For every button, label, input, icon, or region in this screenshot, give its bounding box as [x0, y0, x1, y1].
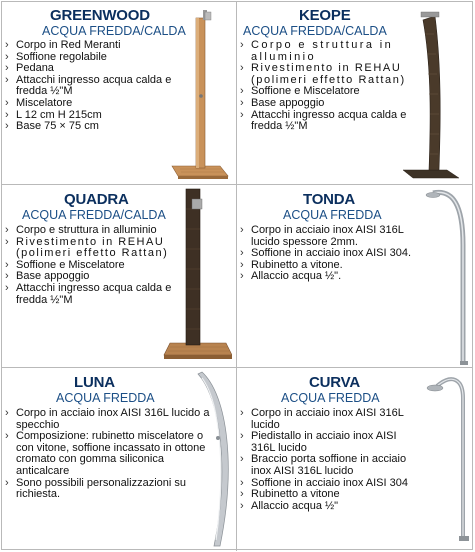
bullet-icon: ›	[240, 85, 244, 98]
feature-text: Corpo in Red Meranti	[16, 39, 121, 51]
product-card-quadra	[2, 185, 236, 367]
bullet-icon: ›	[5, 281, 9, 294]
feature-text: Soffione e Miscelatore	[251, 85, 360, 98]
bullet-icon: ›	[240, 96, 244, 109]
list-item	[239, 408, 423, 431]
rattan-curved-shower-icon	[401, 4, 467, 184]
feature-text: Braccio porta soffione in acciaio inox AISI 316L lucido	[251, 453, 407, 477]
list-item	[4, 408, 212, 431]
list-item	[4, 431, 212, 477]
feature-list	[239, 40, 407, 133]
list-item	[4, 75, 172, 98]
product-title: KEOPE	[299, 7, 351, 24]
bullet-icon: ›	[5, 224, 9, 236]
feature-text: L 12 cm H 215cm	[16, 108, 102, 121]
bullet-icon: ›	[5, 407, 9, 419]
product-card-tonda	[237, 185, 472, 367]
product-title: GREENWOOD	[50, 7, 150, 24]
list-item	[239, 431, 423, 454]
feature-text: Soffione e Miscelatore	[16, 258, 125, 271]
feature-text: Base appoggio	[251, 96, 325, 109]
feature-text: Corpo e struttura in alluminio	[251, 39, 394, 63]
feature-text: Corpo e struttura in alluminio	[16, 224, 157, 236]
product-title: LUNA	[74, 374, 115, 391]
product-card-curva	[237, 368, 472, 550]
product-subtitle: ACQUA FREDDA	[56, 391, 155, 405]
feature-text: Base appoggio	[16, 270, 90, 283]
product-card-greenwood	[2, 2, 236, 184]
feature-text: Attacchi ingresso acqua calda e fredda ½"M	[251, 108, 407, 133]
feature-text: Piedistallo in acciaio inox AISI 316L lucido	[251, 430, 397, 454]
bullet-icon: ›	[240, 258, 244, 271]
list-item	[239, 40, 407, 63]
feature-list	[239, 225, 421, 283]
product-card-luna	[2, 368, 236, 550]
feature-text: Composizione: rubinetto miscelatore o con vitone, soffione incassato in ottone cromato con gomma siliconica anticalcare	[16, 430, 206, 477]
bullet-icon: ›	[240, 407, 244, 419]
wooden-shower-icon	[170, 4, 230, 184]
bullet-icon: ›	[5, 50, 9, 63]
feature-text: Rivestimento in REHAU (polimeri effetto Rattan)	[16, 235, 169, 260]
list-item	[239, 63, 407, 86]
bullet-icon: ›	[5, 108, 9, 121]
feature-list	[239, 408, 423, 512]
product-subtitle: ACQUA FREDDA	[283, 208, 382, 222]
product-subtitle: ACQUA FREDDA/CALDA	[42, 24, 186, 38]
product-card-keope	[237, 2, 472, 184]
steel-arc-shower-icon	[423, 185, 472, 367]
feature-text: Rubinetto a vitone	[251, 488, 340, 501]
feature-list	[4, 40, 172, 133]
bullet-icon: ›	[5, 62, 9, 75]
product-subtitle: ACQUA FREDDA/CALDA	[243, 24, 387, 38]
product-subtitle: ACQUA FREDDA/CALDA	[22, 208, 166, 222]
feature-text: Miscelatore	[16, 96, 73, 109]
bullet-icon: ›	[240, 247, 244, 260]
list-item	[239, 271, 421, 283]
bullet-icon: ›	[240, 108, 244, 121]
feature-text: Corpo in acciaio inox AISI 316L lucido	[251, 407, 404, 431]
bullet-icon: ›	[240, 488, 244, 501]
product-title: QUADRA	[64, 191, 129, 208]
feature-text: Attacchi ingresso acqua calda e fredda ½"M	[16, 281, 172, 306]
feature-text: Rivestimento in REHAU (polimeri effetto Rattan)	[251, 62, 406, 86]
feature-list	[4, 225, 184, 306]
list-item	[239, 110, 407, 133]
bullet-icon: ›	[5, 73, 9, 86]
steel-curved-shower-icon	[423, 368, 472, 550]
list-item	[239, 225, 421, 248]
bullet-icon: ›	[240, 270, 244, 283]
bullet-icon: ›	[5, 430, 9, 443]
feature-text: Soffione in acciaio inox AISI 304	[251, 476, 408, 489]
feature-text: Corpo in acciaio inox AISI 316L lucido spessore 2mm.	[251, 224, 404, 248]
list-item	[239, 454, 423, 477]
feature-text: Allaccio acqua ½"	[251, 499, 339, 512]
bullet-icon: ›	[240, 39, 244, 51]
feature-text: Corpo in acciaio inox AISI 316L lucido a specchio	[16, 407, 210, 431]
bullet-icon: ›	[240, 476, 244, 489]
product-title: CURVA	[309, 374, 360, 391]
bullet-icon: ›	[5, 235, 9, 248]
feature-text: Attacchi ingresso acqua calda e fredda ½"M	[16, 73, 172, 98]
bullet-icon: ›	[240, 453, 244, 466]
feature-list	[4, 408, 212, 501]
bullet-icon: ›	[240, 430, 244, 443]
bullet-icon: ›	[5, 39, 9, 51]
feature-text: Soffione in acciaio inox AISI 304.	[251, 247, 412, 260]
list-item	[4, 121, 172, 133]
bullet-icon: ›	[5, 120, 9, 133]
bullet-icon: ›	[5, 258, 9, 271]
list-item	[4, 237, 184, 260]
list-item	[4, 283, 184, 306]
bullet-icon: ›	[240, 62, 244, 75]
list-item	[239, 501, 423, 513]
product-subtitle: ACQUA FREDDA	[281, 391, 380, 405]
feature-text: Allaccio acqua ½".	[251, 270, 342, 283]
feature-text: Soffione regolabile	[16, 50, 107, 63]
bullet-icon: ›	[5, 270, 9, 283]
feature-text: Rubinetto a vitone.	[251, 258, 343, 271]
feature-text: Pedana	[16, 62, 54, 75]
feature-text: Base 75 × 75 cm	[16, 120, 99, 133]
list-item	[4, 478, 212, 501]
bullet-icon: ›	[5, 96, 9, 109]
bullet-icon: ›	[240, 499, 244, 512]
feature-text: Sono possibili personalizzazioni su richiesta.	[16, 476, 186, 501]
bullet-icon: ›	[5, 476, 9, 489]
bullet-icon: ›	[240, 224, 244, 236]
product-title: TONDA	[303, 191, 356, 208]
